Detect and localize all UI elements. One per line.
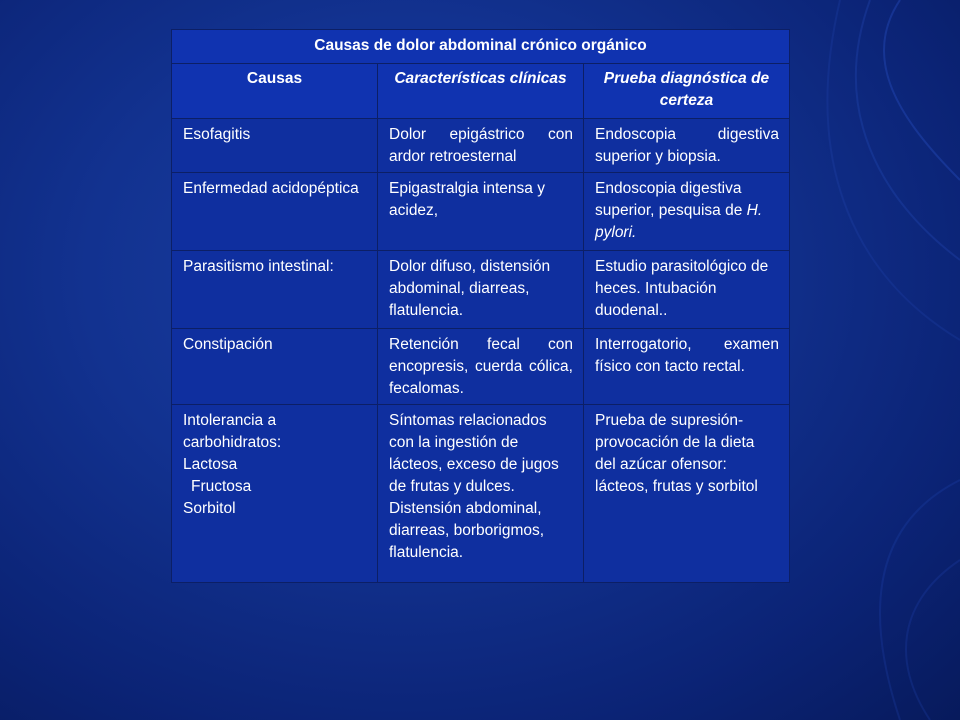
cell-cause: Constipación bbox=[172, 329, 378, 405]
clinical-line: Distensión abdominal, diarreas, borborigmos, flatulencia. bbox=[389, 500, 545, 561]
cell-clinical: Dolor difuso, distensión abdominal, diarreas, flatulencia. bbox=[378, 251, 584, 329]
table-row bbox=[172, 119, 790, 173]
cell-test: Estudio parasitológico de heces. Intubación duodenal.. bbox=[584, 251, 790, 329]
column-header-clinical: Características clínicas bbox=[378, 64, 584, 119]
table-row bbox=[172, 329, 790, 405]
cell-cause: Esofagitis bbox=[172, 119, 378, 173]
cause-line: Lactosa bbox=[183, 456, 238, 473]
table-row bbox=[172, 405, 790, 583]
cell-test: Interrogatorio, examen físico con tacto rectal. bbox=[584, 329, 790, 405]
table-title: Causas de dolor abdominal crónico orgánico bbox=[172, 30, 790, 64]
causes-table bbox=[171, 29, 790, 583]
table-row bbox=[172, 251, 790, 329]
cell-clinical bbox=[378, 405, 584, 583]
cell-test bbox=[584, 173, 790, 251]
table-row bbox=[172, 173, 790, 251]
cell-test: Prueba de supresión-provocación de la dieta del azúcar ofensor: lácteos, frutas y sorbitol bbox=[584, 405, 790, 583]
table-header-row bbox=[172, 64, 790, 119]
cause-line: Intolerancia a carbohidratos: bbox=[183, 412, 282, 451]
cell-clinical: Retención fecal con encopresis, cuerda cólica, fecalomas. bbox=[378, 329, 584, 405]
cause-line: Fructosa bbox=[191, 478, 252, 495]
column-header-causes: Causas bbox=[172, 64, 378, 119]
cell-cause: Enfermedad acidopéptica bbox=[172, 173, 378, 251]
column-header-test: Prueba diagnóstica de certeza bbox=[584, 64, 790, 119]
cell-cause: Parasitismo intestinal: bbox=[172, 251, 378, 329]
cell-cause bbox=[172, 405, 378, 583]
clinical-line: Síntomas relacionados con la ingestión de lácteos, exceso de jugos de frutas y dulces. bbox=[389, 412, 559, 495]
cell-test-text: Endoscopia digestiva superior, pesquisa de bbox=[595, 180, 743, 219]
cell-test-italic: H. pylori. bbox=[595, 202, 763, 241]
cell-test: Endoscopia digestiva superior y biopsia. bbox=[584, 119, 790, 173]
cause-line: Sorbitol bbox=[183, 500, 236, 517]
cell-clinical: Epigastralgia intensa y acidez, bbox=[378, 173, 584, 251]
cell-clinical: Dolor epigástrico con ardor retroesternal bbox=[378, 119, 584, 173]
